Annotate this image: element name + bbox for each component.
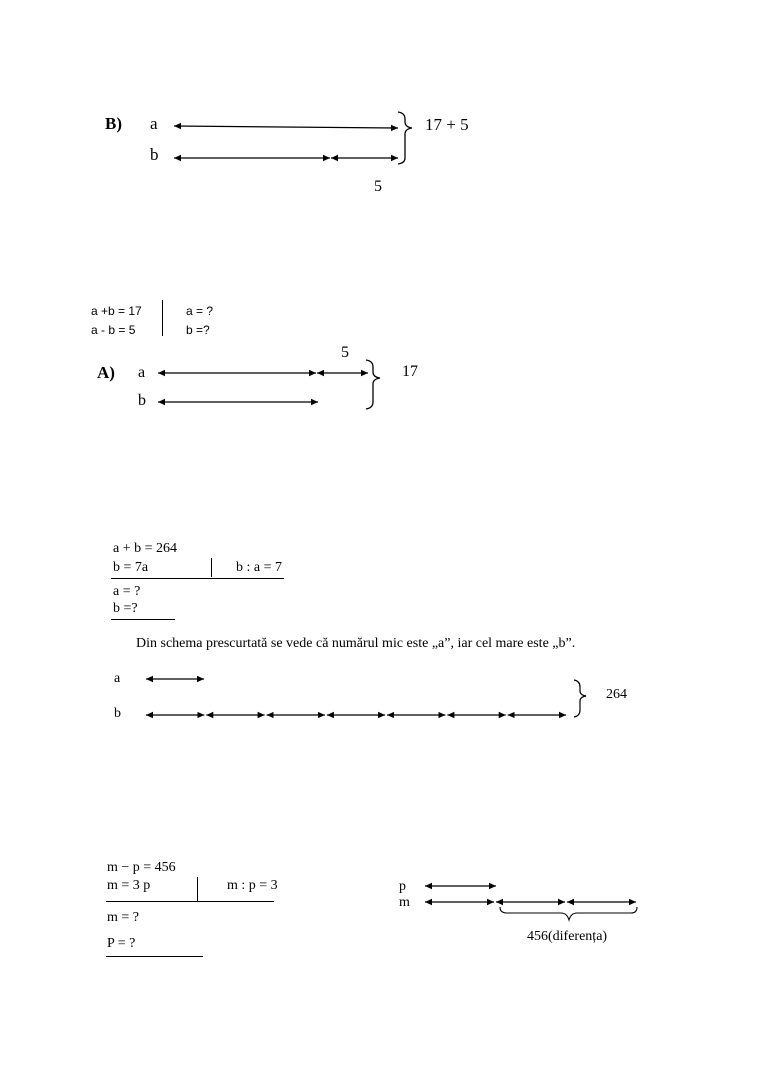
problem3-var-m: m: [399, 895, 410, 910]
problem2-ratio: b : a = 7: [236, 560, 282, 575]
problem3-brace: [500, 907, 637, 920]
problem3-diff-label: 456(diferența): [527, 929, 608, 944]
section-a-label: A): [97, 363, 115, 382]
problem2-var-a: a: [114, 671, 121, 686]
problem2-eq1: a + b = 264: [113, 541, 178, 556]
problem3-eq1: m − p = 456: [107, 860, 176, 875]
section-b-brace: [398, 112, 412, 164]
section-a-var-a: a: [138, 364, 146, 381]
section-b-label: B): [105, 114, 122, 133]
problem2-brace: [574, 680, 586, 717]
problem2-sentence: Din schema prescurtată se vede că numărul mic este „a”, iar cel mare este „b”.: [136, 636, 576, 651]
system-q2: b =?: [186, 323, 210, 337]
section-b-sum-label: 17 + 5: [425, 115, 469, 134]
section-b-var-a: a: [150, 114, 158, 133]
section-b-var-b: b: [150, 145, 159, 164]
section-b-diff-label: 5: [374, 178, 382, 195]
system-q1: a = ?: [186, 304, 214, 318]
problem2-sum-label: 264: [606, 687, 627, 702]
problem3-eq2: m = 3 p: [107, 878, 151, 893]
section-a-diff-label: 5: [341, 344, 349, 361]
problem2-eq2: b = 7a: [113, 560, 149, 575]
section-a-brace: [366, 360, 380, 409]
problem3-q1: m = ?: [107, 910, 139, 925]
problem2-q2: b =?: [113, 601, 138, 616]
section-a-sum-label: 17: [402, 363, 418, 380]
section-b-arrow-a: [174, 126, 398, 128]
problem2-var-b: b: [114, 706, 121, 721]
system-eq2: a - b = 5: [91, 323, 136, 337]
problem3-var-p: p: [399, 879, 406, 894]
problem3-q2: P = ?: [107, 936, 136, 951]
problem2-q1: a = ?: [113, 584, 141, 599]
problem3-ratio: m : p = 3: [227, 878, 278, 893]
system-eq1: a +b = 17: [91, 304, 142, 318]
section-a-var-b: b: [138, 392, 146, 409]
